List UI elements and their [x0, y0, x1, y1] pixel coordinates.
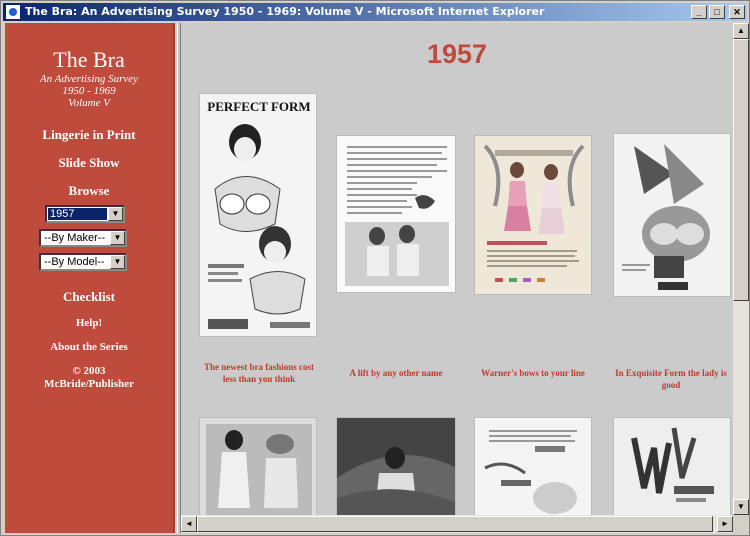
scroll-down-icon[interactable]: ▼	[733, 499, 749, 515]
chevron-down-icon[interactable]: ▼	[110, 255, 125, 269]
vertical-scrollbar[interactable]	[733, 23, 749, 515]
ad-thumbnail-3[interactable]	[474, 135, 592, 295]
model-select[interactable]	[39, 253, 127, 271]
subtitle-line-3: Volume V	[68, 97, 110, 109]
sidebar	[5, 23, 175, 533]
horizontal-scrollbar[interactable]	[181, 515, 733, 533]
year-select-value: 1957	[48, 208, 107, 220]
window-title: The Bra: An Advertising Survey 1950 - 1969: Volume V - Microsoft Internet Explorer	[25, 5, 545, 18]
title-bar	[3, 3, 747, 21]
nav-help[interactable]: Help!	[75, 317, 103, 329]
maker-select[interactable]	[39, 229, 127, 247]
site-title: The Bra	[53, 47, 125, 72]
scroll-left-icon[interactable]: ◄	[181, 516, 197, 532]
copyright-line-1: © 2003	[72, 365, 106, 377]
ie-icon	[5, 4, 21, 20]
ad-thumbnail-6[interactable]	[336, 417, 456, 515]
maker-select-value: --By Maker--	[44, 232, 106, 244]
ad-thumbnail-2[interactable]	[336, 135, 456, 293]
close-button[interactable]: ✕	[729, 5, 745, 19]
ad-caption-3[interactable]: Warner's bows to your line	[481, 368, 585, 378]
ad-caption-1[interactable]: The newest bra fashions cost less than you think	[203, 362, 314, 384]
year-select[interactable]	[45, 205, 125, 223]
maximize-button[interactable]: □	[709, 5, 725, 19]
ad-thumbnail-5[interactable]	[199, 417, 317, 515]
nav-browse[interactable]: Browse	[68, 183, 110, 198]
ad-caption-2[interactable]: A lift by any other name	[349, 368, 443, 378]
page-title-year: 1957	[426, 39, 488, 69]
copyright-line-2: McBride/Publisher	[44, 378, 134, 390]
horizontal-scroll-thumb[interactable]	[197, 516, 713, 532]
minimize-button[interactable]: _	[691, 5, 707, 19]
model-select-value: --By Model--	[44, 256, 105, 268]
nav-lingerie-in-print[interactable]: Lingerie in Print	[42, 127, 136, 142]
ad-thumbnail-1[interactable]	[199, 93, 317, 337]
ad-caption-4[interactable]: In Exquisite Form the lady is good	[615, 368, 727, 390]
scroll-up-icon[interactable]: ▲	[733, 23, 749, 39]
scroll-right-icon[interactable]: ►	[717, 516, 733, 532]
main-content	[181, 23, 733, 515]
ad-thumbnail-7[interactable]	[474, 417, 592, 515]
subtitle-line-2: 1950 - 1969	[62, 85, 116, 97]
nav-slide-show[interactable]: Slide Show	[58, 155, 120, 170]
chevron-down-icon[interactable]: ▼	[110, 231, 125, 245]
chevron-down-icon[interactable]: ▼	[108, 207, 123, 221]
vertical-scroll-thumb[interactable]	[733, 39, 749, 301]
scrollbar-corner	[733, 515, 749, 533]
ad-headline: PERFECT FORM	[207, 99, 311, 114]
nav-about-series[interactable]: About the Series	[50, 341, 128, 353]
subtitle-line-1: An Advertising Survey	[39, 73, 139, 85]
ad-thumbnail-4[interactable]	[613, 133, 731, 297]
nav-checklist[interactable]: Checklist	[63, 289, 115, 304]
ad-thumbnail-8[interactable]	[613, 417, 731, 515]
